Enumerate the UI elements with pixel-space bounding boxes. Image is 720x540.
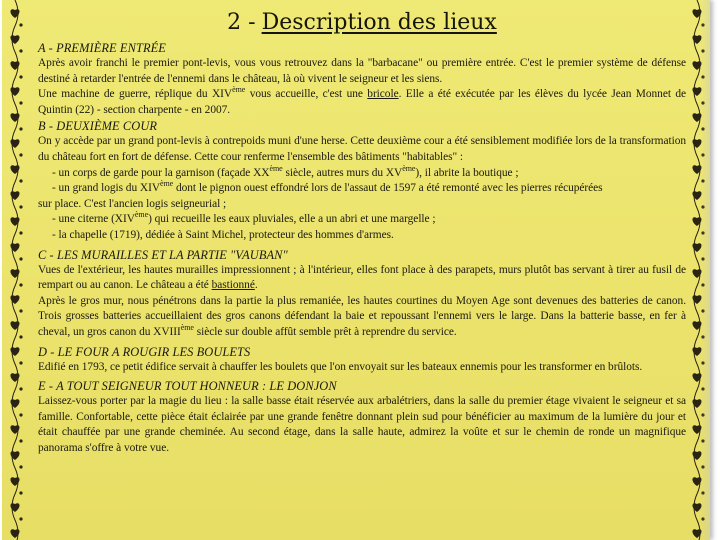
leaf-ornament-icon xyxy=(19,517,22,520)
section-c-paragraph-2 xyxy=(38,294,686,341)
section-c xyxy=(38,247,686,341)
section-c-paragraph-1 xyxy=(38,263,686,294)
leaf-ornament-icon xyxy=(19,465,22,468)
heart-vine-ornament-icon xyxy=(6,0,24,540)
leaf-ornament-icon xyxy=(19,309,22,312)
leaf-ornament-icon xyxy=(19,205,22,208)
section-a-paragraph-2 xyxy=(38,87,686,118)
superscript: ème xyxy=(134,210,149,220)
left-ornament-border xyxy=(6,0,24,540)
document-page xyxy=(2,0,710,540)
text-run: dont le pignon ouest effondré lors de l'assaut de 1597 a été remonté avec les pierres récupérées xyxy=(173,182,603,195)
section-b-paragraph-1: On y accède par un grand pont-levis à contrepoids muni d'une herse. Cette deuxième cour a été sensiblement modifiée lors de la transformation du château fort en fort de défense. Cette cour renferme l'ensemble des bâtiments "habitables" : xyxy=(38,135,686,163)
text-run: vous accueille, c'est une xyxy=(245,88,368,101)
text-run: - un grand logis du XIV xyxy=(52,182,160,195)
superscript: ème xyxy=(160,179,174,189)
leaf-ornament-icon xyxy=(19,231,22,234)
text-run: - un corps de garde pour la garnison (façade XX xyxy=(52,166,270,179)
page-title-text: Description des lieux xyxy=(261,10,497,35)
page-number: 2 - xyxy=(227,10,256,35)
leaf-ornament-icon xyxy=(19,49,22,52)
text-run: ), il abrite la boutique ; xyxy=(415,166,519,179)
text-run: Après le gros mur, nous pénétrons dans la partie la plus remaniée, les hautes courtines du Moyen Age sont devenues des batteries de canon. Trois grosses batteries accueillaient des gros canons défendant la baie et repoussant l'ennemi vers le large. Dans la batterie basse, en fer à cheval, un gros canon du XVIII xyxy=(38,294,686,338)
section-a-paragraph-1: Après avoir franchi le premier pont-levis, vous vous retrouvez dans la "barbacane" ou première entrée. C'est le premier système de défense destiné à retarder l'entrée de l'ennemi dans le château, là où vivent le seigneur et les siens. xyxy=(38,57,686,85)
leaf-ornament-icon xyxy=(19,257,22,260)
page-edge-shadow xyxy=(700,0,710,540)
leaf-ornament-icon xyxy=(19,335,22,338)
superscript: ème xyxy=(232,85,246,95)
text-run: Vues de l'extérieur, les hautes murailles impressionnent ; à l'intérieur, elles font place à des parapets, murs plutôt bas servant à tirer au fusil de rempart ou au canon. Le château a été xyxy=(38,263,686,292)
leaf-ornament-icon xyxy=(19,75,22,78)
leaf-ornament-icon xyxy=(19,23,22,26)
section-b-heading: B - DEUXIÈME COUR xyxy=(38,119,158,134)
section-d xyxy=(38,344,686,376)
section-a xyxy=(38,40,686,118)
superscript: ème xyxy=(402,163,416,173)
leaf-ornament-icon xyxy=(19,491,22,494)
section-b-item-grand-logis-continued: sur place. C'est l'ancien logis seigneurial ; xyxy=(38,197,227,210)
text-run: Une machine de guerre, réplique du XIV xyxy=(38,88,233,101)
leaf-ornament-icon xyxy=(19,127,22,130)
bricole-underlined-term: bricole xyxy=(367,88,399,101)
superscript: ème xyxy=(269,163,283,173)
leaf-ornament-icon xyxy=(19,179,22,182)
text-run: ) qui recueille les eaux pluviales, elle a un abri et une margelle ; xyxy=(148,213,436,226)
bastionne-underlined-term: bastionné xyxy=(211,279,255,292)
superscript: ème xyxy=(180,322,194,332)
text-run: . Elle a été exécutée par les élèves du lycée Jean Monnet de Quintin (22) - section charpente - en 2007. xyxy=(38,88,687,116)
section-d-heading: D - LE FOUR A ROUGIR LES BOULETS xyxy=(38,344,251,359)
leaf-ornament-icon xyxy=(19,361,22,364)
leaf-ornament-icon xyxy=(19,387,22,390)
section-a-heading: A - PREMIÈRE ENTRÉE xyxy=(38,41,166,55)
section-d-paragraph-1: Edifié en 1793, ce petit édifice servait à chauffer les boulets que l'on envoyait sur les bateaux ennemis pour les transformer en brûlots. xyxy=(38,360,643,373)
section-b-item-grand-logis xyxy=(38,181,686,197)
leaf-ornament-icon xyxy=(19,153,22,156)
text-run: siècle, autres murs du XV xyxy=(282,166,403,179)
page-title xyxy=(38,8,686,38)
section-b-item-chapelle: - la chapelle (1719), dédiée à Saint Michel, protecteur des hommes d'armes. xyxy=(52,228,394,241)
section-e xyxy=(38,378,686,456)
leaf-ornament-icon xyxy=(19,283,22,286)
leaf-ornament-icon xyxy=(19,439,22,442)
section-e-heading: E - A TOUT SEIGNEUR TOUT HONNEUR : LE DONJON xyxy=(38,379,337,394)
leaf-ornament-icon xyxy=(19,413,22,416)
document-body xyxy=(38,4,686,456)
section-b xyxy=(38,118,686,243)
section-c-heading: C - LES MURAILLES ET LA PARTIE "VAUBAN" xyxy=(38,247,288,262)
text-run: siècle sur double affût semble prêt à reprendre du service. xyxy=(193,325,457,338)
section-e-paragraph-1: Laissez-vous porter par la magie du lieu : la salle basse était réservée aux arbalétriers, dans la salle du premier étage vivaient le seigneur et sa famille. Confortable, cette pièce était éclairée par une grande fenêtre donnant plein sud pour bénéficier au maximum de la lumière du jour et était chauffée par une grande cheminée. Au second étage, dans la salle haute, admirez la voûte et sur le chemin de ronde un magnifique panorama s'offre à votre vue. xyxy=(38,395,686,454)
leaf-ornament-icon xyxy=(19,101,22,104)
text-run: - une citerne (XIV xyxy=(52,213,135,226)
section-b-item-corps-de-garde xyxy=(38,163,686,182)
text-run: . xyxy=(254,279,258,292)
section-b-item-citerne xyxy=(38,212,686,228)
